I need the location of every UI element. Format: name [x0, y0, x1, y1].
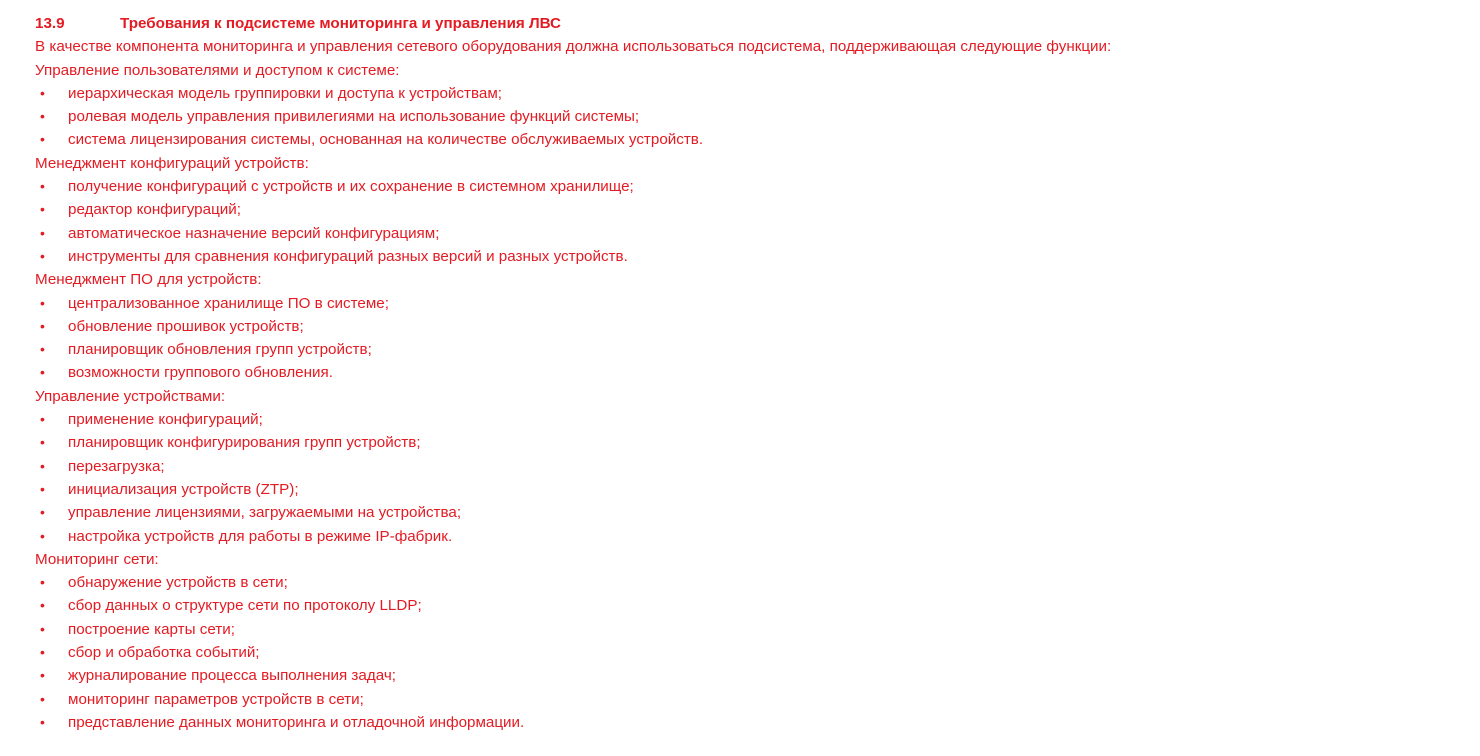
bullet-icon: •: [40, 597, 45, 614]
list-item-text: иерархическая модель группировки и доступа к устройствам;: [68, 84, 502, 102]
list-item: [35, 105, 1480, 128]
list-item-text: представление данных мониторинга и отладочной информации.: [68, 713, 525, 731]
group-heading: Мониторинг сети:: [35, 550, 159, 568]
bullet-icon: •: [40, 364, 45, 381]
bullet-icon: •: [40, 434, 45, 451]
group-heading: Менеджмент конфигураций устройств:: [35, 154, 309, 172]
bullet-icon: •: [40, 411, 45, 428]
list-item: [35, 198, 1480, 221]
list-item: [35, 245, 1480, 268]
list-item: [35, 525, 1480, 548]
list-item: [35, 478, 1480, 501]
list-item: [35, 222, 1480, 245]
bullet-icon: •: [40, 620, 45, 637]
bullet-icon: •: [40, 713, 45, 730]
requirements-list: [35, 59, 1480, 735]
list-item-text: автоматическое назначение версий конфигурациям;: [68, 224, 440, 242]
group-heading: Управление устройствами:: [35, 387, 226, 405]
list-item: [35, 128, 1480, 151]
list-item: [35, 175, 1480, 198]
list-item-text: перезагрузка;: [68, 457, 165, 475]
bullet-icon: •: [40, 690, 45, 707]
bullet-icon: •: [40, 504, 45, 521]
list-item-text: обновление прошивок устройств;: [68, 317, 304, 335]
list-item-text: получение конфигураций с устройств и их сохранение в системном хранилище;: [68, 178, 634, 196]
list-item-text: инструменты для сравнения конфигураций разных версий и разных устройств.: [68, 247, 628, 265]
bullet-icon: •: [40, 341, 45, 358]
list-item: [35, 315, 1480, 338]
list-item-text: журналирование процесса выполнения задач;: [68, 667, 396, 685]
list-item: [35, 408, 1480, 431]
list-item-text: настройка устройств для работы в режиме IP-фабрик.: [68, 527, 453, 545]
bullet-icon: •: [40, 247, 45, 264]
list-item-text: редактор конфигураций;: [68, 201, 241, 219]
list-item: [35, 338, 1480, 361]
list-item: [35, 571, 1480, 594]
list-item-text: возможности группового обновления.: [68, 364, 333, 382]
section-number: 13.9: [35, 15, 65, 32]
list-item: [35, 594, 1480, 617]
list-item-text: планировщик конфигурирования групп устройств;: [68, 434, 421, 452]
list-item: [35, 361, 1480, 384]
list-item-text: сбор данных о структуре сети по протоколу LLDP;: [68, 597, 422, 615]
list-item: [35, 292, 1480, 315]
list-item: [35, 641, 1480, 664]
bullet-icon: •: [40, 201, 45, 218]
list-item-text: управление лицензиями, загружаемыми на устройства;: [68, 504, 462, 522]
group-heading: Управление пользователями и доступом к системе:: [35, 61, 400, 79]
list-item-text: планировщик обновления групп устройств;: [68, 341, 372, 359]
bullet-icon: •: [40, 84, 45, 101]
list-item-text: инициализация устройств (ZTP);: [68, 480, 299, 498]
list-item: [35, 711, 1480, 734]
list-item-text: обнаружение устройств в сети;: [68, 574, 288, 592]
section-title: Требования к подсистеме мониторинга и управления ЛВС: [120, 15, 562, 32]
bullet-icon: •: [40, 667, 45, 684]
intro-paragraph: В качестве компонента мониторинга и управления сетевого оборудования должна использоваться подсистема, поддерживающая следующие функции:: [35, 38, 1112, 56]
bullet-icon: •: [40, 131, 45, 148]
bullet-icon: •: [40, 224, 45, 241]
list-item: [35, 618, 1480, 641]
list-item: [35, 431, 1480, 454]
list-item-text: ролевая модель управления привилегиями на использование функций системы;: [68, 108, 640, 126]
bullet-icon: •: [40, 317, 45, 334]
bullet-icon: •: [40, 527, 45, 544]
bullet-icon: •: [40, 480, 45, 497]
list-item: [35, 664, 1480, 687]
list-item-text: централизованное хранилище ПО в системе;: [68, 294, 389, 312]
bullet-icon: •: [40, 108, 45, 125]
list-item-text: мониторинг параметров устройств в сети;: [68, 690, 364, 708]
list-item-text: сбор и обработка событий;: [68, 644, 260, 662]
bullet-icon: •: [40, 178, 45, 195]
list-item: [35, 501, 1480, 524]
list-item: [35, 455, 1480, 478]
bullet-icon: •: [40, 294, 45, 311]
group-heading: Менеджмент ПО для устройств:: [35, 271, 262, 289]
bullet-icon: •: [40, 457, 45, 474]
bullet-icon: •: [40, 644, 45, 661]
list-item-text: система лицензирования системы, основанная на количестве обслуживаемых устройств.: [68, 131, 704, 149]
list-item: [35, 688, 1480, 711]
list-item: [35, 82, 1480, 105]
bullet-icon: •: [40, 574, 45, 591]
section-heading: [35, 12, 1480, 35]
list-item-text: применение конфигураций;: [68, 411, 263, 429]
list-item-text: построение карты сети;: [68, 620, 235, 638]
